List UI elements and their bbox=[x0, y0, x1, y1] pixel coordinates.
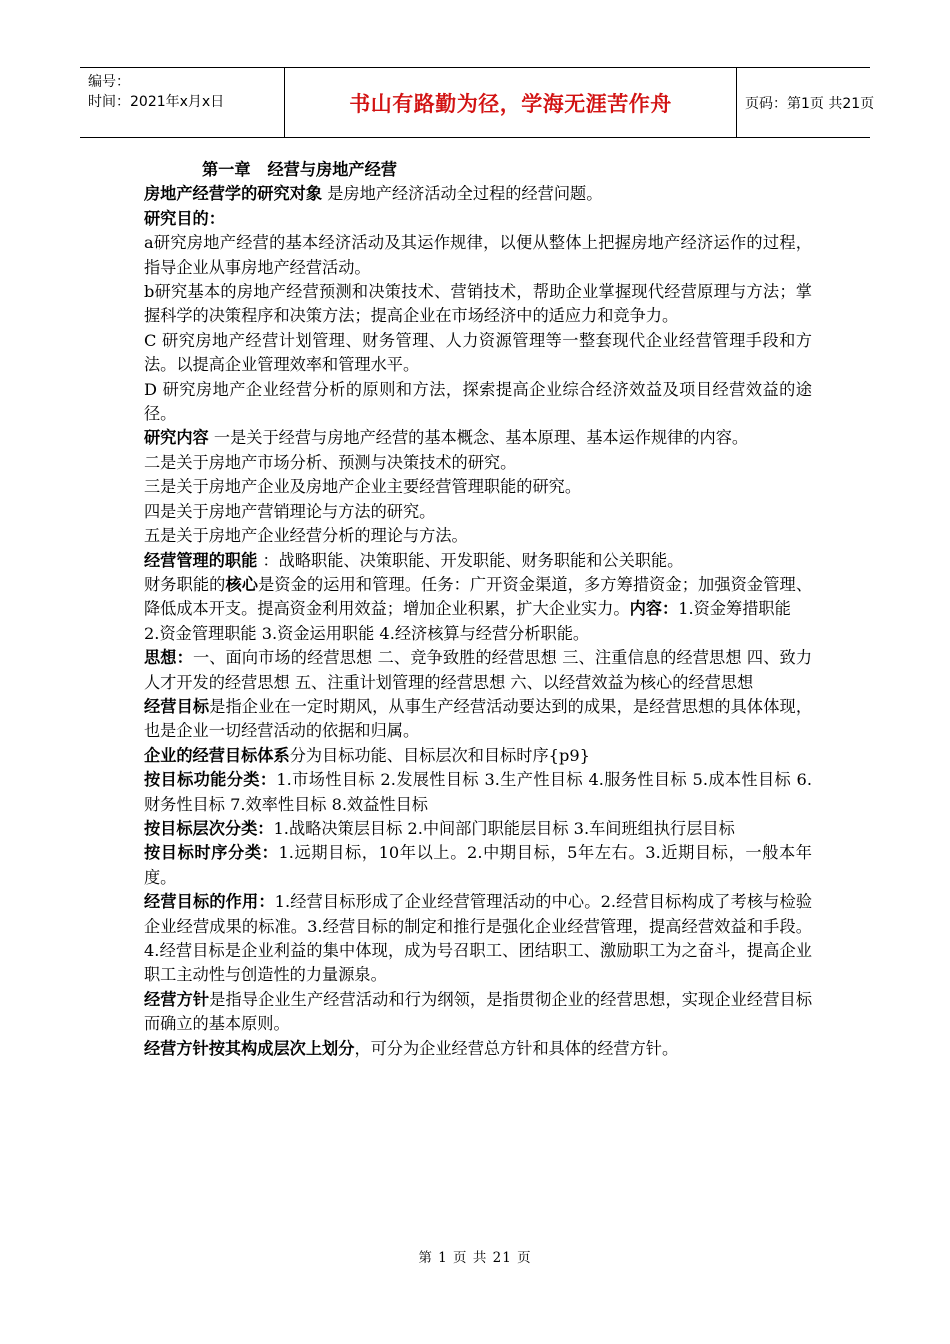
paragraph: D 研究房地产企业经营分析的原则和方法，探索提高企业综合经济效益及项目经营效益的途径。 bbox=[144, 379, 812, 424]
term: 房地产经营学的研究对象 bbox=[144, 184, 323, 204]
paragraph: 经营管理的职能 ：战略职能、决策职能、开发职能、财务职能和公关职能。 bbox=[144, 550, 684, 570]
paragraph bbox=[144, 207, 812, 231]
paragraph: 四是关于房地产营销理论与方法的研究。 bbox=[144, 501, 436, 521]
term: 经营管理的职能 bbox=[144, 550, 258, 570]
paragraph: 五是关于房地产企业经营分析的理论与方法。 bbox=[144, 526, 468, 546]
paragraph: 经营目标是指企业在一定时期风，从事生产经营活动要达到的成果，是经营思想的具体体现，也是企业一切经营活动的依据和归属。 bbox=[144, 696, 813, 741]
header-motto: 书山有路勤为径，学海无涯苦作舟 bbox=[349, 91, 672, 116]
document-date: 时间：2021年x月x日 bbox=[88, 94, 225, 110]
paragraph: 按目标层次分类：1.战略决策层目标 2.中间部门职能层目标 3.车间班组执行层目标 bbox=[144, 818, 735, 838]
paragraph: 按目标功能分类：1.市场性目标 2.发展性目标 3.生产性目标 4.服务性目标 5.成本性目标 6.财务性目标 7.效率性目标 8.效益性目标 bbox=[144, 770, 812, 814]
paragraph: 思想：一、面向市场的经营思想 二、竞争致胜的经营思想 三、注重信息的经营思想 四、致力人才开发的经营思想 五、注重计划管理的经营思想 六、以经营效益为核心的经营思想 bbox=[144, 648, 813, 692]
term: 核心 bbox=[225, 574, 259, 594]
paragraph: 三是关于房地产企业及房地产企业主要经营管理职能的研究。 bbox=[144, 477, 582, 497]
paragraph: 经营目标的作用：1.经营目标形成了企业经营管理活动的中心。2.经营目标构成了考核与检验企业经营成果的标准。3.经营目标的制定和推行是强化企业经营管理，提高经营效益和手段。4.经营目标是企业利益的集中体现，成为号召职工、团结职工、激励职工为之奋斗，提高企业职工主动性与创造性的力量源泉。 bbox=[144, 892, 813, 985]
paragraph: b研究基本的房地产经营预测和决策技术、营销技术，帮助企业掌握现代经营原理与方法；掌握科学的决策程序和决策方法；提高企业在市场经济中的适应力和竞争力。 bbox=[144, 282, 812, 326]
term: 经营目标 bbox=[144, 696, 210, 716]
paragraph: 二是关于房地产市场分析、预测与决策技术的研究。 bbox=[144, 452, 517, 472]
term: 经营方针 bbox=[144, 989, 210, 1009]
paragraph: C 研究房地产经营计划管理、财务管理、人力资源管理等一整套现代企业经营管理手段和方法。以提高企业管理效率和管理水平。 bbox=[144, 330, 812, 375]
paragraph: 财务职能的核心是资金的运用和管理。任务：广开资金渠道，多方筹措资金；加强资金管理、降低成本开支。提高资金利用效益；增加企业积累，扩大企业实力。内容：1.资金筹措职能 bbox=[144, 574, 813, 619]
term: 思想： bbox=[144, 648, 193, 668]
paragraph: 企业的经营目标体系分为目标功能、目标层次和目标时序{p9} bbox=[144, 745, 590, 765]
header-meta bbox=[80, 68, 284, 137]
term: 经营方针按其构成层次上划分 bbox=[144, 1038, 355, 1058]
term: 研究内容 bbox=[144, 428, 209, 448]
header-page-info: 页码：第1页 共21页 bbox=[745, 95, 875, 112]
paragraph: 经营方针是指导企业生产经营活动和行为纲领，是指贯彻企业的经营思想，实现企业经营目标而确立的基本原则。 bbox=[144, 989, 813, 1034]
paragraph: a研究房地产经营的基本经济活动及其运作规律，以便从整体上把握房地产经济运作的过程，指导企业从事房地产经营活动。 bbox=[144, 233, 812, 277]
term: 内容： bbox=[629, 599, 679, 619]
term: 企业的经营目标体系 bbox=[144, 745, 290, 765]
paragraph: 经营方针按其构成层次上划分，可分为企业经营总方针和具体的经营方针。 bbox=[144, 1038, 679, 1058]
term: 按目标功能分类： bbox=[144, 770, 277, 790]
term: 研究目的： bbox=[144, 208, 225, 228]
paragraph: 研究内容 一是关于经营与房地产经营的基本概念、基本原理、基本运作规律的内容。 bbox=[144, 428, 749, 448]
document-body bbox=[144, 158, 812, 1061]
term: 按目标时序分类： bbox=[144, 843, 279, 863]
paragraph: 2.资金管理职能 3.资金运用职能 4.经济核算与经营分析职能。 bbox=[144, 623, 590, 643]
page-header bbox=[80, 67, 875, 138]
page-footer: 第 1 页 共 21 页 bbox=[418, 1250, 532, 1266]
header-motto-cell bbox=[284, 68, 737, 137]
term: 按目标层次分类： bbox=[144, 818, 274, 838]
term: 经营目标的作用： bbox=[144, 892, 275, 912]
paragraph: 按目标时序分类：1.远期目标，10年以上。2.中期目标，5年左右。3.近期目标，一般本年度。 bbox=[144, 843, 812, 887]
document-number-label: 编号： bbox=[88, 74, 130, 90]
chapter-title: 第一章 经营与房地产经营 bbox=[202, 160, 397, 179]
paragraph: 房地产经营学的研究对象 是房地产经济活动全过程的经营问题。 bbox=[144, 184, 603, 204]
